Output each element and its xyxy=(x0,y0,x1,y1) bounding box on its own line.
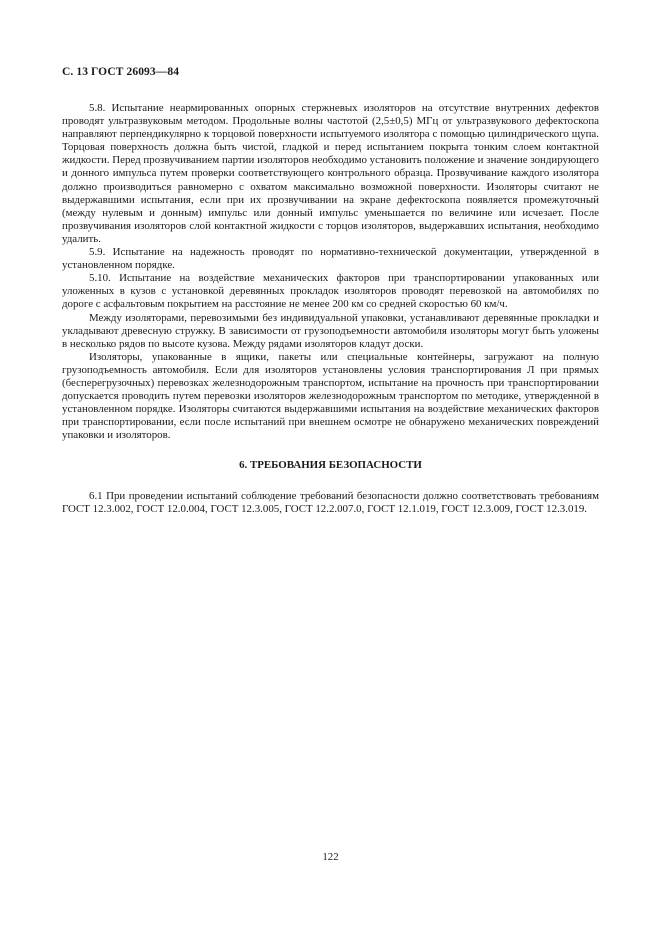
document-body xyxy=(62,102,599,516)
section-6-title: 6. ТРЕБОВАНИЯ БЕЗОПАСНОСТИ xyxy=(239,459,422,472)
paragraph-packed-insulators: Изоляторы, упакованные в ящики, пакеты или специальные контейнеры, загружают на полную грузоподъемность автомобиля. Если для изоляторов установлены условия транспортирования Л при прямых (бесперегрузочных) перевозках железнодорожным транспортом, испытание на прочность при транспортировании допускается проводить путем перевозки изоляторов железнодорожным транспортом по методике, утвержденной в установленном порядке. Изоляторы считаются выдержавшими испытания на воздействие механических факторов при транспортировании, если после испытаний при внешнем осмотре не обнаружено механических повреждений упаковки и изоляторов. xyxy=(62,350,599,442)
paragraph-6-1: 6.1 При проведении испытаний соблюдение требований безопасности должно соответствовать требованиям ГОСТ 12.3.002, ГОСТ 12.0.004, ГОСТ 12.3.005, ГОСТ 12.2.007.0, ГОСТ 12.1.019, ГОСТ 12.3.009, ГОСТ 12.3.019. xyxy=(62,489,599,515)
paragraph-unpacked-insulators: Между изоляторами, перевозимыми без индивидуальной упаковки, устанавливают деревянные прокладки и укладывают древесную стружку. В зависимости от грузоподъемности автомобиля изоляторы могут быть уложены в несколько рядов по высоте кузова. Между рядами изоляторов кладут доски. xyxy=(62,311,599,350)
page-number: 122 xyxy=(322,851,339,863)
paragraph-5-10: 5.10. Испытание на воздействие механических факторов при транспортировании упакованных или уложенных в кузов с установкой деревянных прокладок изоляторов проводят перевозкой на автомобилях по дороге с асфальтовым покрытием на расстояние не менее 200 км со средней скоростью 60 км/ч. xyxy=(62,272,599,311)
paragraph-5-8: 5.8. Испытание неармированных опорных стержневых изоляторов на отсутствие внутренних дефектов проводят ультразвуковым методом. Продольные волны частотой (2,5±0,5) МГц от ультразвукового дефектоскопа направляют перпендикулярно к торцовой поверхности испытуемого изолятора с помощью цилиндрического щупа. Торцовая поверхность должна быть чистой, гладкой и перед испытанием покрыта тонким слоем контактной жидкости. Перед прозвучиванием партии изоляторов необходимо установить положение и значение зондирующего и донного импульса путем проверки соответствующего контрольного образца. Прозвучивание каждого изолятора должно производиться равномерно с охватом максимально возможной поверхности. Изоляторы считают не выдержавшими испытания, если при их прозвучивании на экране дефектоскопа появляется промежуточный (между нулевым и донным) импульс или донный импульс уменьшается по величине или исчезает. После прозвучивания изоляторов слой контактной жидкости с торцов изоляторов, выдержавших испытания, необходимо удалить. xyxy=(62,102,599,245)
page-header: С. 13 ГОСТ 26093—84 xyxy=(62,66,180,78)
paragraph-5-9: 5.9. Испытание на надежность проводят по нормативно-технической документации, утвержденной в установленном порядке. xyxy=(62,246,599,272)
